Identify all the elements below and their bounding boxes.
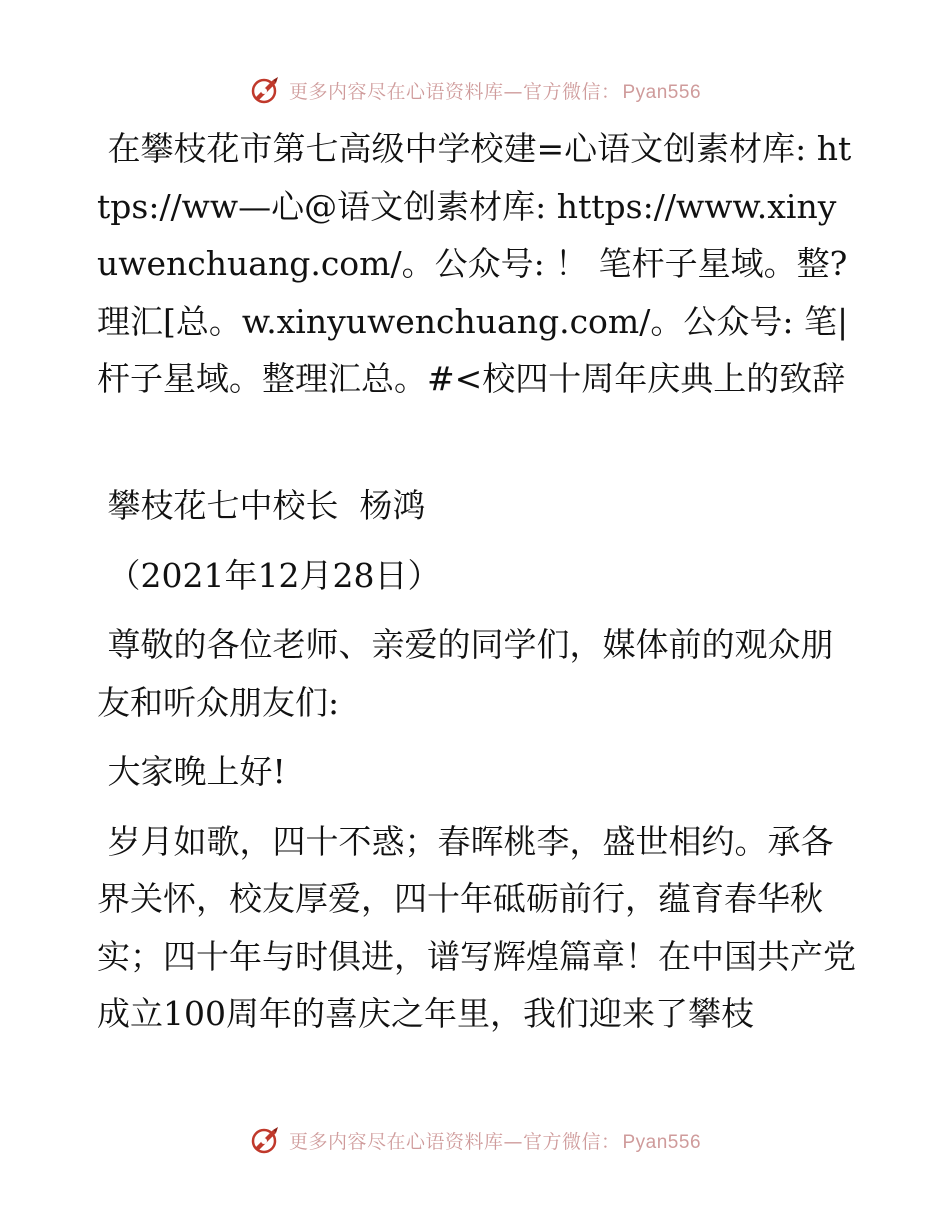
intro-paragraph: 在攀枝花市第七高级中学校建=心语文创素材库: https://ww—心@语文创素材库: https://www.xinyuwenchuang.com/。公众号: ！ 笔杆子星域。整?理汇[总。w.xinyuwenchuang.com/。公众号: 笔|杆子星域。整理汇总。#<校四十周年庆典上的致辞 [97,129,852,398]
date-line: （2021年12月28日） [97,555,441,595]
quill-seal-icon [249,74,281,106]
author-line: 攀枝花七中校长 杨鸿 [97,486,426,525]
quill-seal-icon [249,1124,281,1156]
watermark-text: 更多内容尽在心语资料库—官方微信： Pyan556 [288,1130,702,1153]
body-paragraph: 岁月如歌，四十不惑；春晖桃李，盛世相约。承各界关怀，校友厚爱，四十年砥砺前行，蕴育春华秋实；四十年与时俱进，谱写辉煌篇章！在中国共产党成立100周年的喜庆之年里，我们迎来了攀枝 [97,821,856,1033]
document-body [97,120,857,1043]
header-watermark [0,70,950,110]
footer-watermark [0,1120,950,1160]
salutation-paragraph: 尊敬的各位老师、亲爱的同学们，媒体前的观众朋友和听众朋友们: [97,625,834,722]
watermark-text: 更多内容尽在心语资料库—官方微信： Pyan556 [288,80,702,103]
greeting-paragraph: 大家晚上好! [97,752,286,791]
